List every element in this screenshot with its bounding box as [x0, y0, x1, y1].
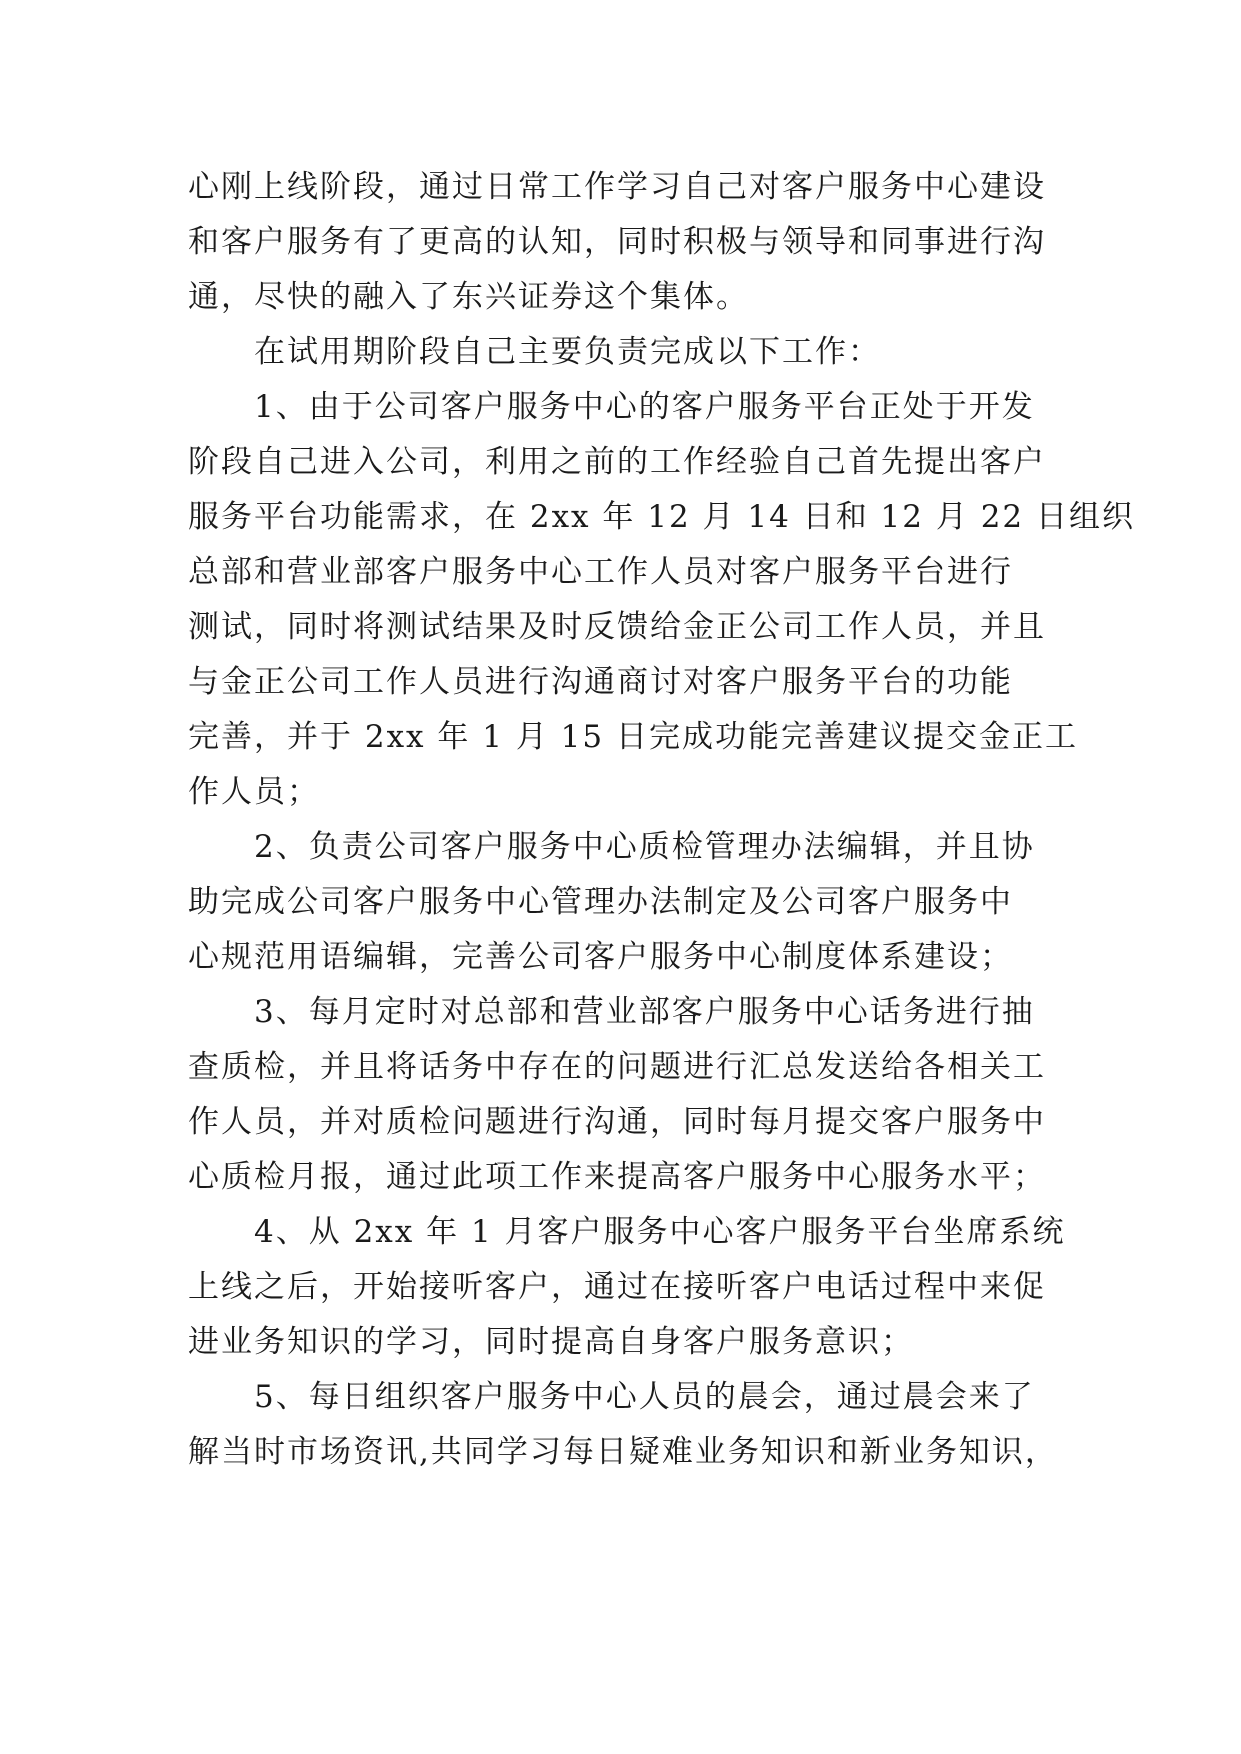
- text-line: 总部和营业部客户服务中心工作人员对客户服务平台进行: [188, 554, 1013, 590]
- text-line: 解当时市场资讯,共同学习每日疑难业务知识和新业务知识，: [188, 1434, 1058, 1470]
- text-line: 作人员；: [188, 774, 320, 810]
- text-line: 通，尽快的融入了东兴证券这个集体。: [188, 279, 749, 315]
- text-line: 心刚上线阶段，通过日常工作学习自己对客户服务中心建设: [188, 169, 1046, 205]
- list-item-5-first-line: 5、每日组织客户服务中心人员的晨会，通过晨会来了: [254, 1379, 1035, 1415]
- text-line: 阶段自己进入公司，利用之前的工作经验自己首先提出客户: [188, 444, 1046, 480]
- body-text: [188, 160, 1136, 1480]
- text-line: 与金正公司工作人员进行沟通商讨对客户服务平台的功能: [188, 664, 1013, 700]
- text-line: 和客户服务有了更高的认知，同时积极与领导和同事进行沟: [188, 224, 1046, 260]
- text-line: 助完成公司客户服务中心管理办法制定及公司客户服务中: [188, 884, 1013, 920]
- text-line: 作人员，并对质检问题进行沟通，同时每月提交客户服务中: [188, 1104, 1046, 1140]
- list-item-4-first-line: 4、从 2xx 年 1 月客户服务中心客户服务平台坐席系统: [254, 1214, 1066, 1250]
- list-item-1-first-line: 1、由于公司客户服务中心的客户服务平台正处于开发: [254, 389, 1035, 425]
- text-line: 查质检，并且将话务中存在的问题进行汇总发送给各相关工: [188, 1049, 1046, 1085]
- text-line: 完善，并于 2xx 年 1 月 15 日完成功能完善建议提交金正工: [188, 719, 1078, 755]
- text-line: 心规范用语编辑，完善公司客户服务中心制度体系建设；: [188, 939, 1013, 975]
- list-item-3-first-line: 3、每月定时对总部和营业部客户服务中心话务进行抽: [254, 994, 1035, 1030]
- paragraph-first-line: 在试用期阶段自己主要负责完成以下工作：: [254, 334, 881, 370]
- text-line: 进业务知识的学习，同时提高自身客户服务意识；: [188, 1324, 914, 1360]
- list-item-2-first-line: 2、负责公司客户服务中心质检管理办法编辑，并且协: [254, 829, 1035, 865]
- text-line: 心质检月报，通过此项工作来提高客户服务中心服务水平；: [188, 1159, 1046, 1195]
- text-line: 测试，同时将测试结果及时反馈给金正公司工作人员，并且: [188, 609, 1046, 645]
- text-line: 上线之后，开始接听客户，通过在接听客户电话过程中来促: [188, 1269, 1046, 1305]
- text-line: 服务平台功能需求，在 2xx 年 12 月 14 日和 12 月 22 日组织: [188, 499, 1136, 535]
